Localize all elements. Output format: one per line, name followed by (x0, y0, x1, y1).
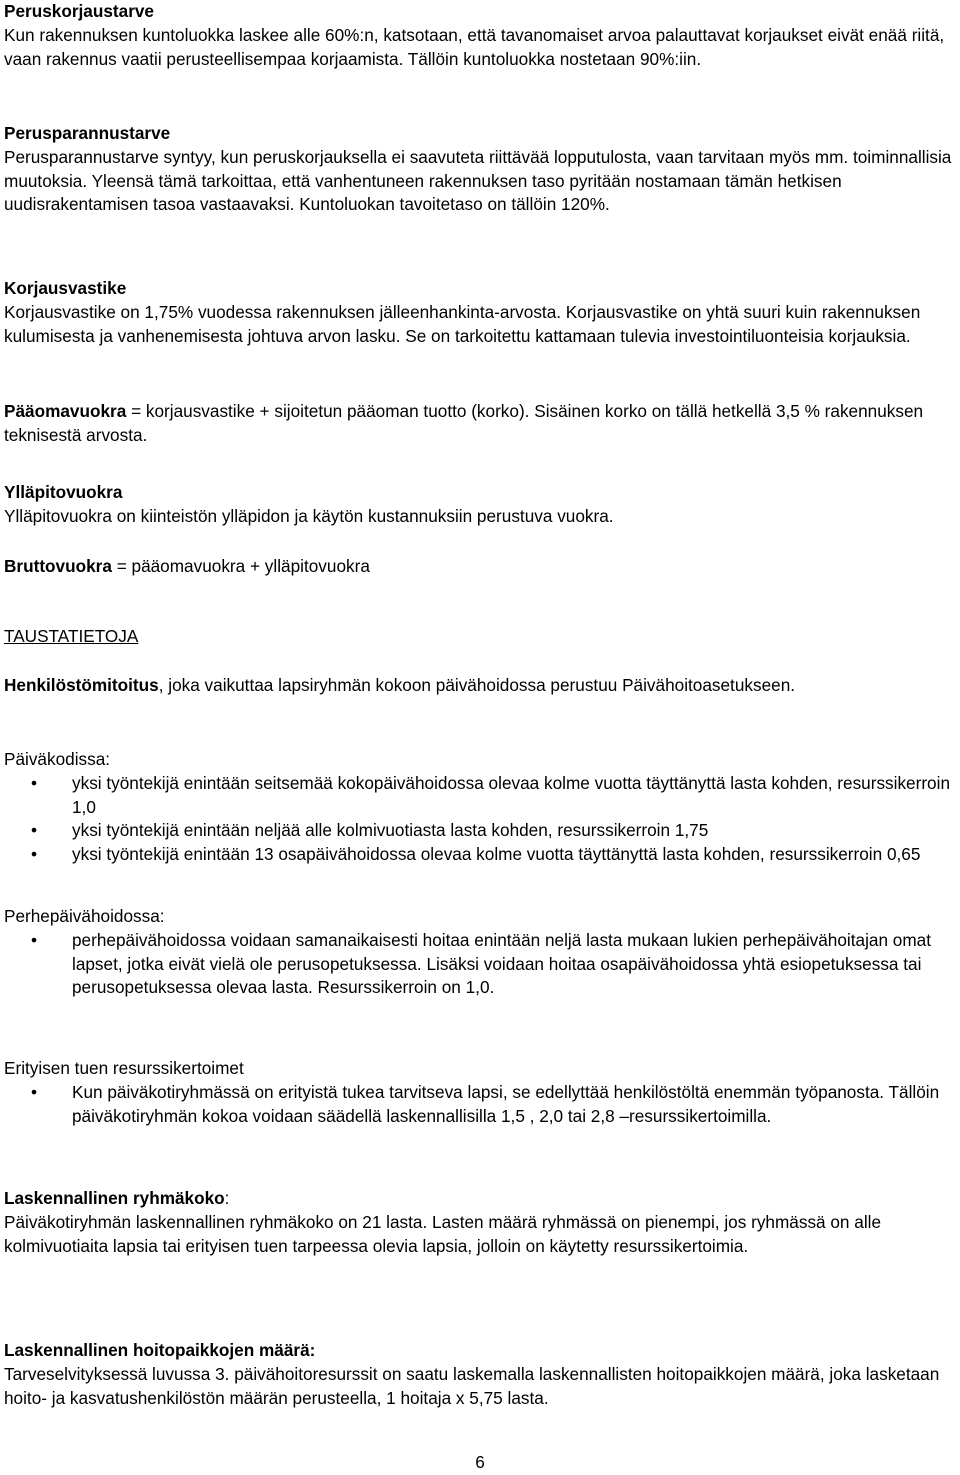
list-paivakodissa (4, 772, 952, 867)
list-item: • yksi työntekijä enintään 13 osapäivähoidossa olevaa kolme vuotta täyttänyttä lasta kohden, resurssikerroin 0,65 (4, 843, 952, 867)
label-erityisen-tuen: Erityisen tuen resurssikertoimet (4, 1058, 244, 1078)
definition-bruttovuokra: = pääomavuokra + ylläpitovuokra (111, 556, 370, 576)
heading-taustatietoja: TAUSTATIETOJA (4, 626, 139, 646)
paragraph-peruskorjaustarve: Kun rakennuksen kuntoluokka laskee alle 60%:n, katsotaan, että tavanomaiset arvoa palauttavat korjaukset eivät enää riitä, vaan rakennus vaatii perusteellisempaa korjaamista. Tällöin kuntoluokka nostetaan 90%:iin. (4, 24, 945, 69)
section-perusparannustarve (4, 122, 952, 217)
section-korjausvastike (4, 277, 952, 348)
heading-korjausvastike: Korjausvastike (4, 278, 127, 298)
section-yllapitovuokra (4, 481, 952, 529)
paragraph-hoitopaikkojen-maara: Tarveselvityksessä luvussa 3. päivähoitoresurssit on saatu laskemalla laskennallisten hoitopaikkojen määrä, joka lasketaan hoito- ja kasvatushenkilöstön määrän perusteella, 1 hoitaja x 5,75 lasta. (4, 1363, 940, 1408)
section-perhepaivahoidossa (4, 905, 952, 1000)
term-bruttovuokra: Bruttovuokra (4, 556, 112, 576)
bullet-icon: • (31, 772, 38, 793)
heading-yllapitovuokra: Ylläpitovuokra (4, 482, 123, 502)
list-item: • yksi työntekijä enintään seitsemää kokopäivähoidossa olevaa kolme vuotta täyttänyttä lasta kohden, resurssikerroin 1,0 (31, 772, 950, 817)
section-paivakodissa (4, 748, 952, 867)
list-item: • Kun päiväkotiryhmässä on erityistä tukea tarvitseva lapsi, se edellyttää henkilöstöltä enemmän työpanosta. Tällöin päiväkotiryhmän kokoa voidaan säädellä laskennallisilla 1,5 , 2,0 tai 2,8 –resurssikertoimilla. (31, 1081, 940, 1126)
heading-hoitopaikkojen-maara: Laskennallinen hoitopaikkojen määrä: (4, 1340, 316, 1360)
bullet-icon: • (31, 929, 38, 950)
section-erityisen-tuen (4, 1057, 952, 1128)
heading-laskennallinen-ryhmakoko: Laskennallinen ryhmäkoko (4, 1188, 225, 1208)
term-paaomavuokra: Pääomavuokra (4, 401, 127, 421)
section-peruskorjaustarve (4, 0, 952, 71)
label-paivakodissa: Päiväkodissa: (4, 749, 111, 769)
paragraph-laskennallinen-ryhmakoko: Päiväkotiryhmän laskennallinen ryhmäkoko on 21 lasta. Lasten määrä ryhmässä on pienempi, jos ryhmässä on alle kolmivuotiaita lapsia tai erityisen tuen tarpeessa olevia lapsia, jolloin on käytetty resurssikertoimia. (4, 1211, 882, 1256)
paragraph-perusparannustarve: Perusparannustarve syntyy, kun peruskorjauksella ei saavuteta riittävää lopputulosta, vaan tarvitaan myös mm. toiminnallisia muutoksia. Yleensä tämä tarkoittaa, että vanhentuneen rakennuksen taso pyritään nostamaan tämän hetkisen uudisrakentamisen tasoa vastaavaksi. Kuntoluokan tavoitetaso on tällöin 120%. (4, 146, 952, 215)
list-perhepaivahoidossa (4, 929, 952, 1000)
bullet-icon: • (31, 820, 38, 841)
term-henkilostomitoitus: Henkilöstömitoitus (4, 675, 159, 695)
section-paaomavuokra (4, 400, 952, 448)
paragraph-henkilostomitoitus (4, 674, 952, 698)
label-perhepaivahoidossa: Perhepäivähoidossa: (4, 906, 165, 926)
definition-henkilostomitoitus: , joka vaikuttaa lapsiryhmän kokoon päivähoidossa perustuu Päivähoitoasetukseen. (158, 675, 796, 695)
heading-peruskorjaustarve: Peruskorjaustarve (4, 1, 154, 21)
section-taustatietoja (4, 625, 952, 649)
heading-laskennallinen-ryhmakoko-line: Laskennallinen ryhmäkoko: (4, 1188, 230, 1208)
list-item: • perhepäivähoidossa voidaan samanaikaisesti hoitaa enintään neljä lasta mukaan lukien perhepäivähoitajan omat lapset, jotka eivät vielä ole perusopetuksessa. Lisäksi voidaan hoitaa osapäivähoidossa yhtä esiopetuksessa tai perusopetuksessa olevaa lasta. Resurssikerroin on 1,0. (31, 929, 931, 998)
heading-perusparannustarve: Perusparannustarve (4, 123, 171, 143)
bullet-icon: • (31, 1081, 38, 1102)
definition-paaomavuokra: = korjausvastike + sijoitetun pääoman tuotto (korko). Sisäinen korko on tällä hetkellä 3,5 % rakennuksen teknisestä arvosta. (4, 401, 924, 445)
paragraph-bruttovuokra (4, 555, 952, 579)
list-erityisen-tuen (4, 1081, 952, 1129)
section-hoitopaikkojen-maara (4, 1339, 952, 1410)
section-bruttovuokra (4, 555, 952, 579)
paragraph-yllapitovuokra: Ylläpitovuokra on kiinteistön ylläpidon ja käytön kustannuksiin perustuva vuokra. (4, 505, 614, 526)
bullet-icon: • (31, 844, 38, 865)
paragraph-paaomavuokra (4, 400, 952, 448)
page-number: 6 (475, 1452, 485, 1472)
list-item: • yksi työntekijä enintään neljää alle kolmivuotiasta lasta kohden, resurssikerroin 1,75 (4, 819, 952, 843)
section-henkilostomitoitus (4, 674, 952, 698)
paragraph-korjausvastike: Korjausvastike on 1,75% vuodessa rakennuksen jälleenhankinta-arvosta. Korjausvastike on yhtä suuri kuin rakennuksen kulumisesta ja vanhenemisesta johtuva arvon lasku. Se on tarkoitettu kattamaan tulevia investointiluonteisia korjauksia. (4, 301, 921, 346)
section-laskennallinen-ryhmakoko (4, 1187, 952, 1258)
